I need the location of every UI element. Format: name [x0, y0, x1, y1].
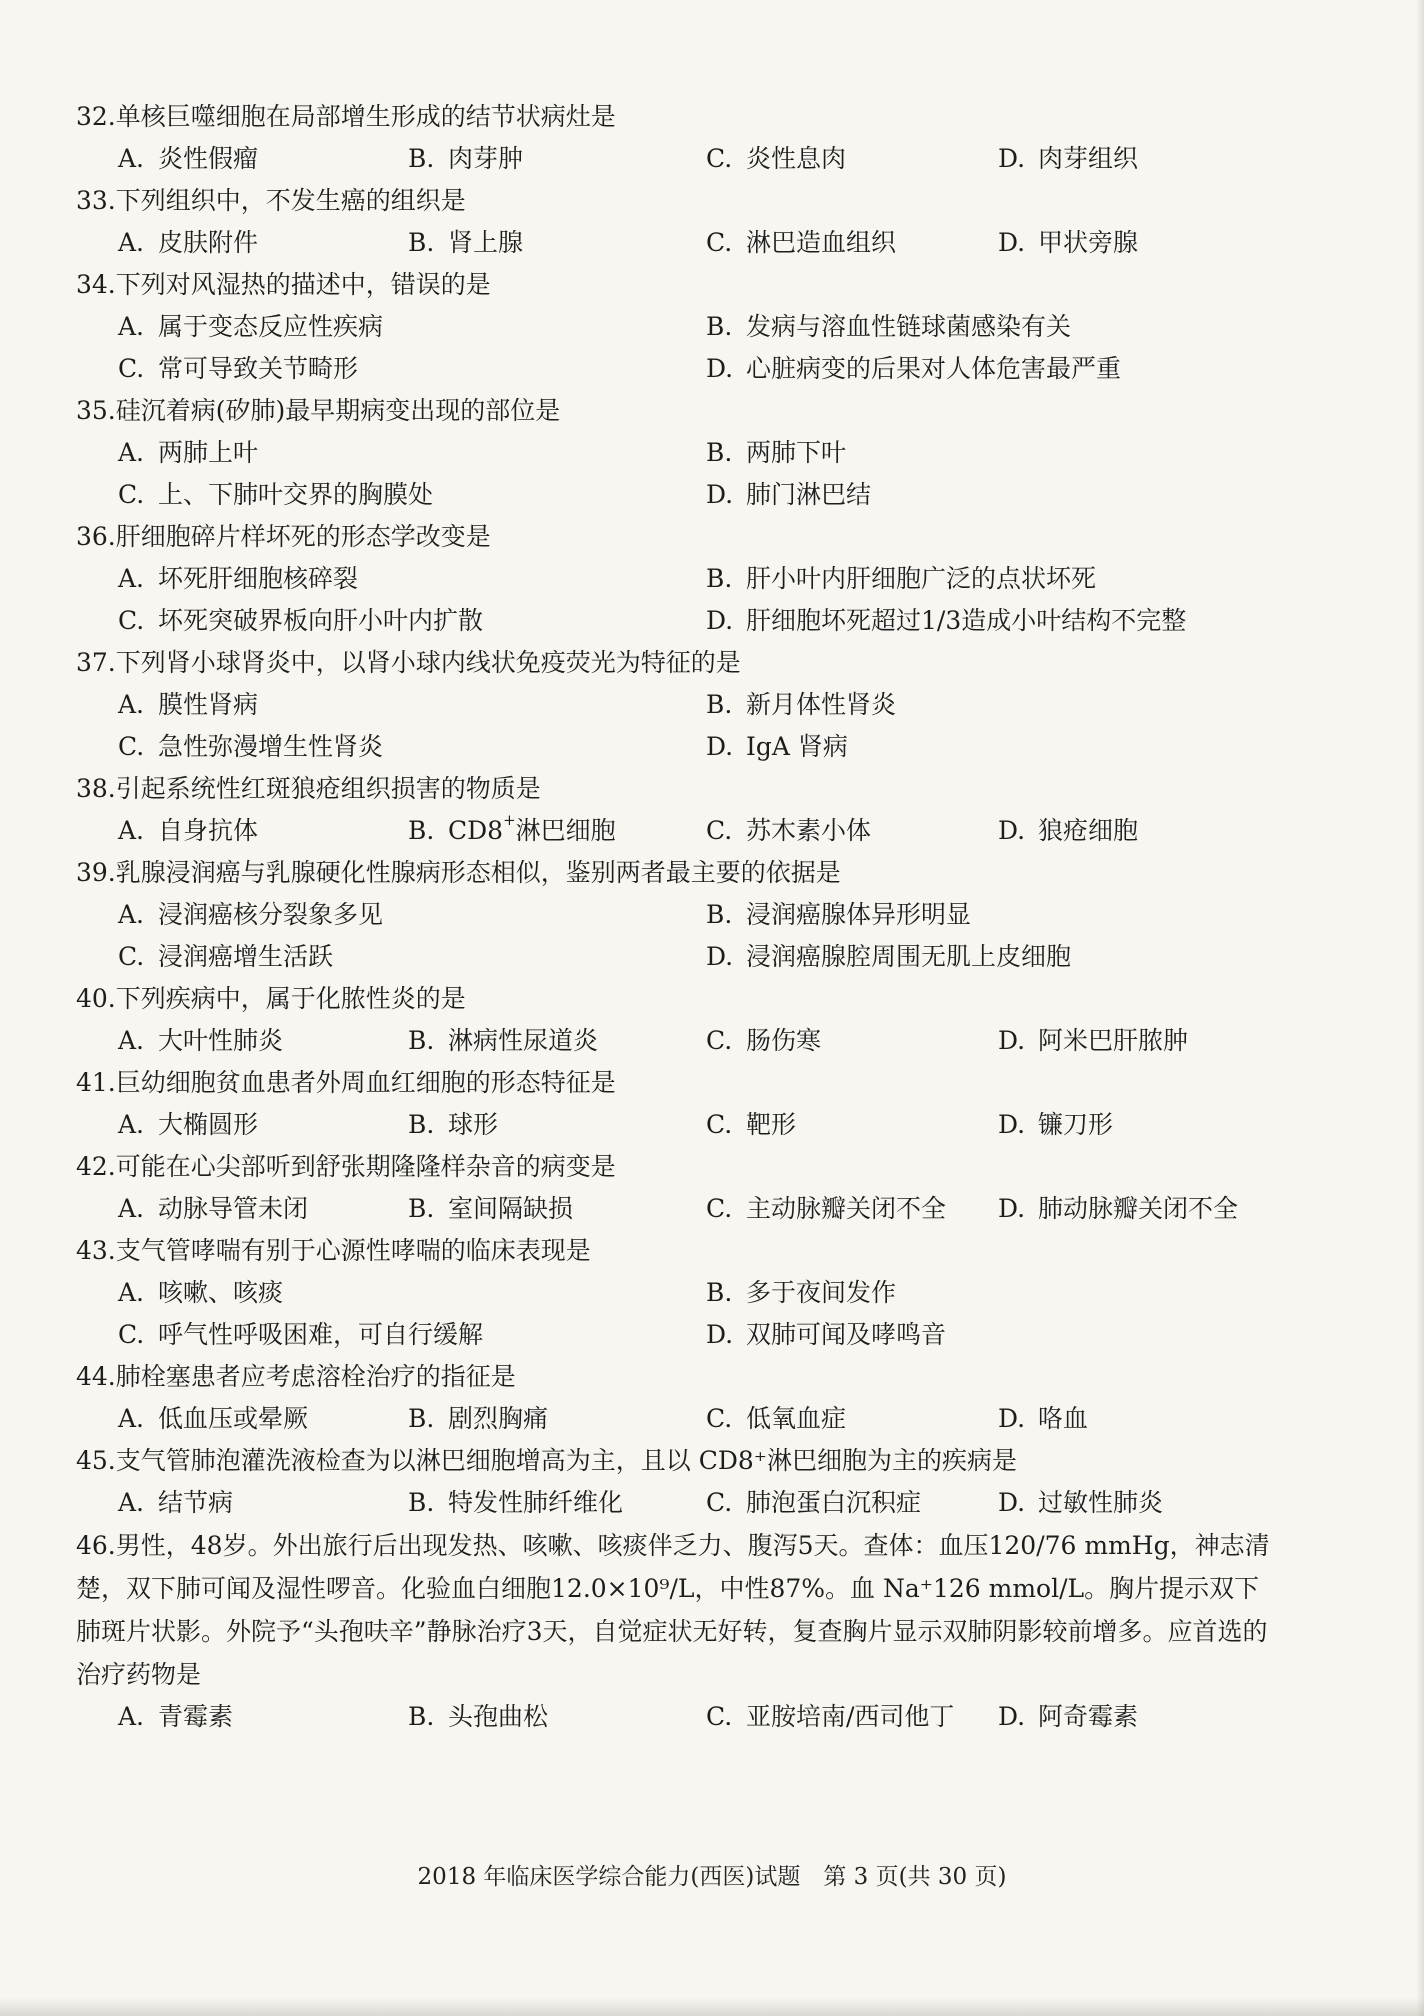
question-34	[76, 264, 1296, 390]
option-a	[118, 894, 383, 936]
option-label: A.	[118, 1026, 145, 1055]
option-c	[118, 600, 483, 642]
question-37	[76, 642, 1296, 768]
question-41	[76, 1062, 1296, 1146]
scan-edge-shadow	[1416, 0, 1424, 2016]
option-label: C.	[706, 1404, 733, 1433]
question-43	[76, 1230, 1296, 1356]
option-d	[998, 1188, 1238, 1230]
option-text: 属于变态反应性疾病	[158, 312, 384, 341]
option-label: B.	[408, 1702, 435, 1731]
options-row	[76, 726, 1296, 768]
option-label: D.	[998, 228, 1026, 257]
option-b	[706, 1272, 896, 1314]
option-label: A.	[118, 1278, 145, 1307]
option-b	[706, 894, 971, 936]
option-text: 亚胺培南/西司他丁	[746, 1702, 955, 1731]
option-label: A.	[118, 438, 145, 467]
option-a	[118, 138, 258, 180]
option-c	[706, 1398, 846, 1440]
option-label: C.	[118, 354, 145, 383]
option-text: 淋病性尿道炎	[448, 1026, 599, 1055]
option-label: B.	[408, 228, 435, 257]
option-text: 甲状旁腺	[1038, 228, 1139, 257]
options-row	[76, 810, 1296, 852]
question-list	[76, 96, 1296, 1738]
option-d	[706, 1314, 946, 1356]
question-45	[76, 1440, 1296, 1524]
option-text: 苏木素小体	[746, 816, 872, 845]
option-text: 两肺下叶	[746, 438, 847, 467]
option-text: 呼气性呼吸困难，可自行缓解	[158, 1320, 484, 1349]
option-text: 肺动脉瓣关闭不全	[1038, 1194, 1239, 1223]
question-stem: 42.可能在心尖部听到舒张期隆隆样杂音的病变是	[76, 1152, 616, 1181]
option-b	[706, 306, 1071, 348]
option-c	[706, 1188, 946, 1230]
option-text: IgA 肾病	[746, 732, 848, 761]
options-row	[76, 348, 1296, 390]
options-row	[76, 1482, 1296, 1524]
option-label: B.	[408, 816, 435, 845]
option-c	[118, 348, 358, 390]
option-label: A.	[118, 1488, 145, 1517]
option-text: 坏死突破界板向肝小叶内扩散	[158, 606, 484, 635]
scan-bottom-shadow	[0, 1998, 1424, 2016]
option-a	[118, 1188, 308, 1230]
question-42	[76, 1146, 1296, 1230]
option-text: 上、下肺叶交界的胸膜处	[158, 480, 434, 509]
option-label: C.	[118, 1320, 145, 1349]
option-b	[408, 1398, 548, 1440]
option-c	[706, 1020, 821, 1062]
question-32	[76, 96, 1296, 180]
option-b	[706, 558, 1096, 600]
option-text: 发病与溶血性链球菌感染有关	[746, 312, 1072, 341]
option-d	[998, 1696, 1138, 1738]
options-row	[76, 138, 1296, 180]
option-label: B.	[706, 312, 733, 341]
option-text: 肉芽肿	[448, 144, 524, 173]
option-d	[998, 138, 1138, 180]
option-b	[408, 1020, 598, 1062]
options-row	[76, 474, 1296, 516]
option-label: B.	[706, 564, 733, 593]
option-label: C.	[118, 480, 145, 509]
option-text: 肝细胞坏死超过1/3造成小叶结构不完整	[746, 606, 1187, 635]
option-text: 双肺可闻及哮鸣音	[746, 1320, 947, 1349]
option-text: 头孢曲松	[448, 1702, 549, 1731]
option-b	[408, 222, 523, 264]
option-label: B.	[706, 1278, 733, 1307]
option-label: A.	[118, 312, 145, 341]
option-text: 大椭圆形	[158, 1110, 259, 1139]
options-row	[76, 1272, 1296, 1314]
option-a	[118, 1104, 258, 1146]
option-text: 肠伤寒	[746, 1026, 822, 1055]
option-label: A.	[118, 144, 145, 173]
option-b	[408, 1696, 548, 1738]
option-label: D.	[706, 480, 734, 509]
option-c	[706, 138, 846, 180]
option-label: A.	[118, 690, 145, 719]
option-label: C.	[706, 228, 733, 257]
option-label: D.	[706, 354, 734, 383]
option-text: 咳嗽、咳痰	[158, 1278, 284, 1307]
question-46	[76, 1524, 1296, 1738]
option-label: D.	[706, 732, 734, 761]
options-row	[76, 558, 1296, 600]
option-label: B.	[408, 1488, 435, 1517]
options-row	[76, 306, 1296, 348]
option-text: 阿米巴肝脓肿	[1038, 1026, 1189, 1055]
option-label: B.	[408, 1026, 435, 1055]
options-row	[76, 432, 1296, 474]
option-label: D.	[706, 1320, 734, 1349]
option-label: D.	[706, 606, 734, 635]
option-d	[998, 222, 1138, 264]
question-stem: 44.肺栓塞患者应考虑溶栓治疗的指征是	[76, 1362, 516, 1391]
question-stem: 39.乳腺浸润癌与乳腺硬化性腺病形态相似，鉴别两者最主要的依据是	[76, 858, 841, 887]
question-38	[76, 768, 1296, 852]
option-text: CD8	[448, 816, 504, 845]
option-label: A.	[118, 900, 145, 929]
option-text: 大叶性肺炎	[158, 1026, 284, 1055]
question-44	[76, 1356, 1296, 1440]
option-text: 动脉导管未闭	[158, 1194, 309, 1223]
option-label: C.	[706, 1488, 733, 1517]
option-d	[998, 810, 1138, 852]
question-stem: 40.下列疾病中，属于化脓性炎的是	[76, 984, 466, 1013]
option-label: C.	[706, 1194, 733, 1223]
option-text: 炎性假瘤	[158, 144, 259, 173]
option-text: 剧烈胸痛	[448, 1404, 549, 1433]
option-label: A.	[118, 1404, 145, 1433]
option-text: 镰刀形	[1038, 1110, 1114, 1139]
option-label: C.	[706, 1702, 733, 1731]
option-b	[706, 684, 896, 726]
option-label: C.	[118, 606, 145, 635]
option-label: C.	[118, 732, 145, 761]
option-label: D.	[998, 1404, 1026, 1433]
option-c	[706, 1696, 954, 1738]
option-a	[118, 1272, 283, 1314]
option-d	[998, 1104, 1113, 1146]
option-label: B.	[408, 1404, 435, 1433]
option-text: 炎性息肉	[746, 144, 847, 173]
question-33	[76, 180, 1296, 264]
option-label: A.	[118, 564, 145, 593]
option-b	[408, 1482, 623, 1524]
option-text: 低氧血症	[746, 1404, 847, 1433]
option-d	[706, 600, 1186, 642]
options-row	[76, 1104, 1296, 1146]
option-a	[118, 1398, 308, 1440]
option-a	[118, 432, 258, 474]
question-39	[76, 852, 1296, 978]
page-footer: 2018 年临床医学综合能力(西医)试题 第 3 页(共 30 页)	[417, 1864, 1007, 1890]
option-label: C.	[706, 1110, 733, 1139]
option-d	[706, 936, 1071, 978]
option-label: B.	[706, 900, 733, 929]
option-text: 球形	[448, 1110, 499, 1139]
question-stem: 37.下列肾小球肾炎中，以肾小球内线状免疫荧光为特征的是	[76, 648, 741, 677]
option-c	[706, 1482, 921, 1524]
option-text: 肺门淋巴结	[746, 480, 872, 509]
option-label: D.	[706, 942, 734, 971]
option-text: 淋巴造血组织	[746, 228, 897, 257]
question-36	[76, 516, 1296, 642]
options-row	[76, 1188, 1296, 1230]
option-text: 结节病	[158, 1488, 234, 1517]
option-text: 浸润癌腺腔周围无肌上皮细胞	[746, 942, 1072, 971]
option-b	[408, 1104, 498, 1146]
question-stem: 33.下列组织中，不发生癌的组织是	[76, 186, 466, 215]
option-label: D.	[998, 1110, 1026, 1139]
option-b	[408, 810, 616, 852]
option-label: A.	[118, 1110, 145, 1139]
option-a	[118, 222, 258, 264]
option-a	[118, 1482, 233, 1524]
options-row	[76, 936, 1296, 978]
question-stem: 32.单核巨噬细胞在局部增生形成的结节状病灶是	[76, 102, 616, 131]
options-row	[76, 1314, 1296, 1356]
option-label: A.	[118, 816, 145, 845]
option-a	[118, 306, 383, 348]
option-a	[118, 1020, 283, 1062]
option-label: D.	[998, 1026, 1026, 1055]
option-superscript: +	[503, 811, 516, 829]
option-text: 多于夜间发作	[746, 1278, 897, 1307]
option-d	[706, 474, 871, 516]
option-text: 急性弥漫增生性肾炎	[158, 732, 384, 761]
options-row	[76, 1020, 1296, 1062]
option-text: 自身抗体	[158, 816, 259, 845]
question-stem: 45.支气管肺泡灌洗液检查为以淋巴细胞增高为主，且以 CD8⁺淋巴细胞为主的疾病是	[76, 1446, 1017, 1475]
option-label: C.	[706, 144, 733, 173]
options-row	[76, 1398, 1296, 1440]
option-text: 咯血	[1038, 1404, 1089, 1433]
option-b	[408, 1188, 573, 1230]
option-label: D.	[998, 1702, 1026, 1731]
option-b	[408, 138, 523, 180]
options-row	[76, 894, 1296, 936]
options-row	[76, 222, 1296, 264]
option-c	[118, 936, 333, 978]
option-d	[706, 726, 848, 768]
question-stem: 41.巨幼细胞贫血患者外周血红细胞的形态特征是	[76, 1068, 616, 1097]
option-a	[118, 1696, 233, 1738]
option-text: 浸润癌腺体异形明显	[746, 900, 972, 929]
option-text: 心脏病变的后果对人体危害最严重	[746, 354, 1122, 383]
option-text: 皮肤附件	[158, 228, 259, 257]
option-label: D.	[998, 144, 1026, 173]
option-label: C.	[118, 942, 145, 971]
option-d	[706, 348, 1121, 390]
option-label: D.	[998, 1488, 1026, 1517]
option-a	[118, 558, 358, 600]
option-text: 肉芽组织	[1038, 144, 1139, 173]
option-text: 青霉素	[158, 1702, 234, 1731]
option-label: B.	[706, 690, 733, 719]
option-text: 常可导致关节畸形	[158, 354, 359, 383]
question-stem: 46.男性，48岁。外出旅行后出现发热、咳嗽、咳痰伴乏力、腹泻5天。查体：血压120/76 mmHg，神志清楚，双下肺可闻及湿性啰音。化验血白细胞12.0×10⁹/L，中性87%。血 Na⁺126 mmol/L。胸片提示双下肺斑片状影。外院予“头孢呋辛”静脉治疗3天，自觉症状无好转，复查胸片显示双肺阴影较前增多。应首选的治疗药物是	[76, 1531, 1270, 1689]
option-text: 膜性肾病	[158, 690, 259, 719]
option-text-tail: 淋巴细胞	[515, 816, 616, 845]
option-text: 浸润癌增生活跃	[158, 942, 334, 971]
option-text: 新月体性肾炎	[746, 690, 897, 719]
option-label: D.	[998, 816, 1026, 845]
option-d	[998, 1020, 1188, 1062]
option-text: 肝小叶内肝细胞广泛的点状坏死	[746, 564, 1097, 593]
option-text: 靶形	[746, 1110, 797, 1139]
option-text: 浸润癌核分裂象多见	[158, 900, 384, 929]
option-text: 过敏性肺炎	[1038, 1488, 1164, 1517]
question-stem: 43.支气管哮喘有别于心源性哮喘的临床表现是	[76, 1236, 591, 1265]
option-text: 主动脉瓣关闭不全	[746, 1194, 947, 1223]
option-a	[118, 810, 258, 852]
option-label: B.	[408, 144, 435, 173]
option-c	[118, 474, 433, 516]
option-label: D.	[998, 1194, 1026, 1223]
option-label: C.	[706, 816, 733, 845]
option-b	[706, 432, 846, 474]
option-d	[998, 1482, 1163, 1524]
options-row	[76, 1696, 1296, 1738]
option-label: A.	[118, 1702, 145, 1731]
option-label: A.	[118, 1194, 145, 1223]
option-text: 肾上腺	[448, 228, 524, 257]
option-c	[118, 1314, 483, 1356]
option-text: 两肺上叶	[158, 438, 259, 467]
option-c	[706, 1104, 796, 1146]
option-text: 室间隔缺损	[448, 1194, 574, 1223]
option-text: 肺泡蛋白沉积症	[746, 1488, 922, 1517]
options-row	[76, 600, 1296, 642]
option-d	[998, 1398, 1088, 1440]
option-label: B.	[408, 1194, 435, 1223]
question-stem: 34.下列对风湿热的描述中，错误的是	[76, 270, 491, 299]
question-35	[76, 390, 1296, 516]
option-c	[118, 726, 383, 768]
options-row	[76, 684, 1296, 726]
option-text: 特发性肺纤维化	[448, 1488, 624, 1517]
option-label: A.	[118, 228, 145, 257]
option-a	[118, 684, 258, 726]
option-label: B.	[408, 1110, 435, 1139]
option-text: 狼疮细胞	[1038, 816, 1139, 845]
question-stem: 36.肝细胞碎片样坏死的形态学改变是	[76, 522, 491, 551]
option-label: B.	[706, 438, 733, 467]
option-text: 低血压或晕厥	[158, 1404, 309, 1433]
question-stem: 35.硅沉着病(矽肺)最早期病变出现的部位是	[76, 396, 561, 425]
option-text: 坏死肝细胞核碎裂	[158, 564, 359, 593]
question-stem: 38.引起系统性红斑狼疮组织损害的物质是	[76, 774, 541, 803]
option-text: 阿奇霉素	[1038, 1702, 1139, 1731]
question-40	[76, 978, 1296, 1062]
option-label: C.	[706, 1026, 733, 1055]
option-c	[706, 810, 871, 852]
option-c	[706, 222, 896, 264]
